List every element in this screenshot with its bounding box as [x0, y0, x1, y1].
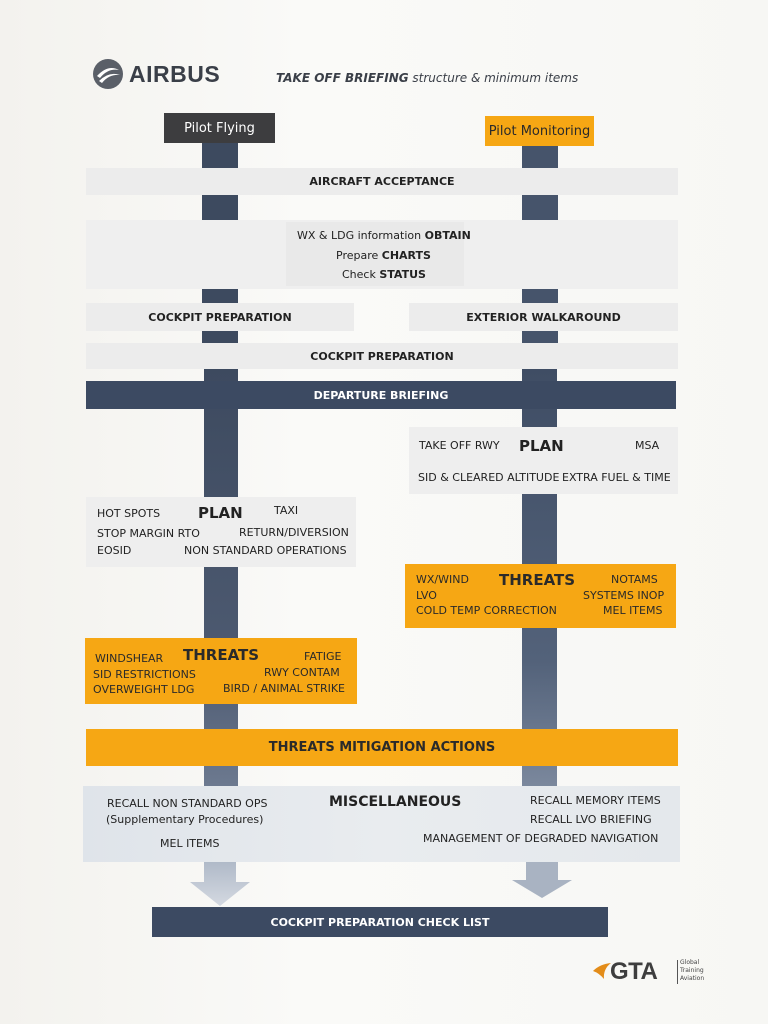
misc-mel-items-item: MEL ITEMS [160, 837, 220, 850]
pm-threats-box [405, 564, 676, 628]
gta-wordmark: GTA [610, 958, 658, 985]
gta-divider [677, 960, 678, 984]
check-status-bold: STATUS [379, 268, 426, 281]
taxi-item: TAXI [274, 504, 299, 517]
check-status-line [342, 268, 426, 281]
pm-mel-items-item: MEL ITEMS [603, 604, 663, 617]
recall-nonstandard-ops-item: RECALL NON STANDARD OPS [107, 797, 268, 810]
stop-margin-rto-item: STOP MARGIN RTO [97, 527, 200, 540]
pf-plan-box [86, 497, 356, 567]
rwy-contam-item: RWY CONTAM [264, 666, 340, 679]
gta-tagline-line1: Global [680, 959, 700, 966]
gta-swoosh-icon [592, 961, 612, 983]
recall-lvo-briefing-item: RECALL LVO BRIEFING [530, 813, 652, 826]
airbus-emblem-icon [92, 58, 124, 90]
systems-inop-item: SYSTEMS INOP [583, 589, 665, 602]
airbus-wordmark: AIRBUS [129, 61, 221, 87]
pf-connector-3 [202, 289, 238, 303]
prepare-charts-prefix: Prepare [336, 249, 382, 262]
takeoff-rwy-item: TAKE OFF RWY [419, 439, 500, 452]
gta-tagline-line2: Training [680, 967, 704, 974]
notams-item: NOTAMS [611, 573, 658, 586]
pm-plan-box [409, 427, 678, 494]
cockpit-preparation-checklist-label: COCKPIT PREPARATION CHECK LIST [270, 915, 490, 929]
pf-plan-title: PLAN [198, 504, 243, 522]
return-diversion-item: RETURN/DIVERSION [239, 526, 349, 539]
pf-threats-box [85, 638, 357, 704]
cold-temp-correction-item: COLD TEMP CORRECTION [416, 604, 557, 617]
pf-down-arrow-icon [188, 860, 252, 906]
departure-briefing-label: DEPARTURE BRIEFING [313, 388, 449, 402]
threats-mitigation-label: THREATS MITIGATION ACTIONS [268, 740, 496, 755]
exterior-walkaround-label: EXTERIOR WALKAROUND [466, 310, 621, 324]
threats-mitigation-step [86, 729, 678, 766]
overweight-ldg-item: OVERWEIGHT LDG [93, 683, 195, 696]
page-title [276, 71, 578, 85]
pm-threats-title: THREATS [499, 571, 576, 589]
cockpit-preparation-checklist-step [152, 907, 608, 937]
fatigue-item: FATIGE [304, 650, 342, 663]
wx-wind-item: WX/WIND [416, 573, 469, 586]
msa-item: MSA [635, 439, 660, 452]
miscellaneous-box [83, 786, 680, 862]
pm-lane-header [485, 116, 594, 146]
cockpit-preparation-step [86, 343, 678, 369]
pf-connector-2 [202, 195, 238, 220]
exterior-walkaround-step [409, 303, 678, 331]
eosid-item: EOSID [97, 544, 132, 557]
windshear-item: WINDSHEAR [95, 652, 164, 665]
pf-spine [204, 369, 238, 789]
recall-memory-items-item: RECALL MEMORY ITEMS [530, 794, 661, 807]
pf-lane-header [164, 113, 275, 143]
gta-tagline [680, 959, 704, 983]
sid-cleared-altitude-item: SID & CLEARED ALTITUDE [418, 471, 560, 484]
non-standard-operations-item: NON STANDARD OPERATIONS [184, 544, 347, 557]
lvo-item: LVO [416, 589, 437, 602]
degraded-navigation-item: MANAGEMENT OF DEGRADED NAVIGATION [423, 832, 659, 845]
pm-lane-label: Pilot Monitoring [488, 123, 591, 139]
pm-connector-4 [522, 331, 558, 343]
page-title-bold: TAKE OFF BRIEFING [276, 71, 409, 85]
pm-down-arrow-icon [510, 856, 574, 902]
aircraft-acceptance-step [86, 168, 678, 195]
wx-information-step [86, 220, 678, 289]
cockpit-preparation-label: COCKPIT PREPARATION [310, 349, 454, 363]
gta-logo [592, 956, 714, 988]
wx-obtain-bold: OBTAIN [424, 229, 471, 242]
pm-connector-1 [522, 146, 558, 168]
wx-obtain-prefix: WX & LDG information [297, 229, 425, 242]
pm-plan-title: PLAN [519, 437, 564, 455]
prepare-charts-line [336, 249, 431, 262]
bird-animal-strike-item: BIRD / ANIMAL STRIKE [223, 682, 345, 695]
sid-restrictions-item: SID RESTRICTIONS [93, 668, 196, 681]
departure-briefing-step [86, 381, 676, 409]
supplementary-procedures-item: (Supplementary Procedures) [106, 813, 264, 826]
page-title-rest: structure & minimum items [408, 71, 579, 85]
pf-connector-4 [202, 331, 238, 343]
aircraft-acceptance-label: AIRCRAFT ACCEPTANCE [309, 175, 455, 188]
gta-tagline-line3: Aviation [680, 975, 705, 982]
hot-spots-item: HOT SPOTS [97, 507, 161, 520]
pm-connector-2 [522, 195, 558, 220]
pf-cockpit-preparation-step [86, 303, 354, 331]
miscellaneous-title: MISCELLANEOUS [329, 794, 462, 810]
extra-fuel-time-item: EXTRA FUEL & TIME [562, 471, 671, 484]
pm-connector-3 [522, 289, 558, 303]
pf-cockpit-preparation-label: COCKPIT PREPARATION [148, 310, 292, 324]
prepare-charts-bold: CHARTS [381, 249, 431, 262]
check-status-prefix: Check [342, 268, 380, 281]
pf-threats-title: THREATS [183, 646, 260, 664]
pf-lane-label: Pilot Flying [184, 120, 255, 136]
wx-obtain-line [297, 229, 471, 242]
airbus-logo [92, 58, 242, 88]
pf-connector-1 [202, 143, 238, 168]
